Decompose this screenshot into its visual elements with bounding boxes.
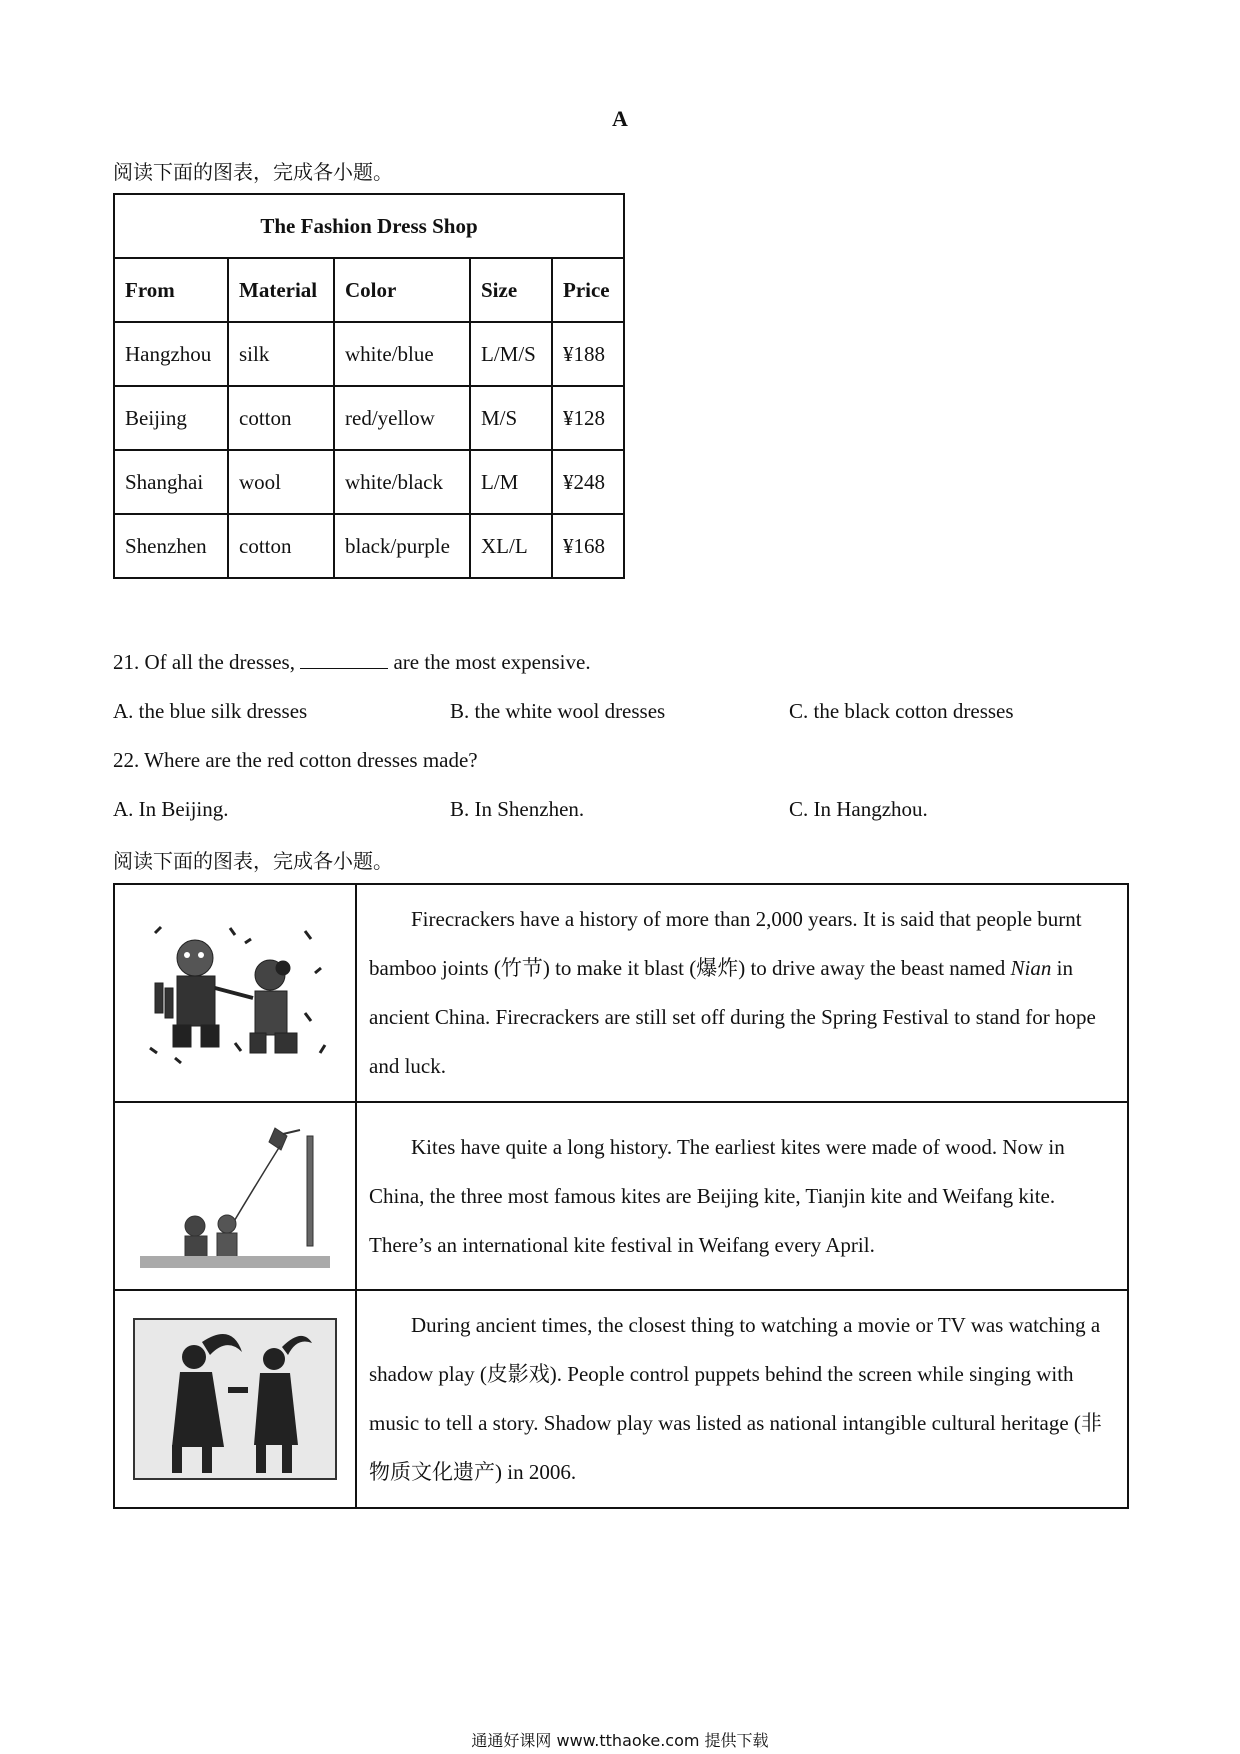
cell-material: wool <box>228 450 334 514</box>
cell-price: ¥248 <box>552 450 624 514</box>
cell-color: white/blue <box>334 322 470 386</box>
answer-blank[interactable] <box>300 650 388 669</box>
instruction-text: 阅读下面的图表，完成各小题。 <box>113 160 393 184</box>
cell-material: silk <box>228 322 334 386</box>
card-text-kites: Kites have quite a long history. The earliest kites were made of wood. Now in China, the three most famous kites are Beijing kite, Tianjin kite and Weifang kite. There’s an international kite festival in Weifang every April. <box>356 1102 1128 1290</box>
card-row-kites <box>114 1102 1128 1290</box>
section-heading: A <box>612 106 628 131</box>
cell-size: XL/L <box>470 514 552 578</box>
question-stem: 21. Of all the dresses, <box>113 650 301 674</box>
option-c[interactable]: C. the black cotton dresses <box>789 699 1014 723</box>
dress-shop-table <box>113 193 625 579</box>
culture-cards-table <box>113 883 1129 1509</box>
header-price: Price <box>552 258 624 322</box>
kite-icon <box>135 1116 335 1276</box>
cell-price: ¥188 <box>552 322 624 386</box>
cell-size: L/M <box>470 450 552 514</box>
shadow-puppet-illustration <box>114 1290 356 1508</box>
table-row <box>114 450 624 514</box>
instruction-text-2: 阅读下面的图表，完成各小题。 <box>113 849 393 873</box>
cell-color: black/purple <box>334 514 470 578</box>
cell-color: white/black <box>334 450 470 514</box>
cell-price: ¥128 <box>552 386 624 450</box>
option-a[interactable]: A. the blue silk dresses <box>113 699 308 723</box>
shadow-puppet-icon <box>132 1317 338 1481</box>
cell-color: red/yellow <box>334 386 470 450</box>
cell-material: cotton <box>228 386 334 450</box>
question-22: 22. Where are the red cotton dresses made? <box>113 748 478 772</box>
table-caption: The Fashion Dress Shop <box>114 194 624 258</box>
cell-size: M/S <box>470 386 552 450</box>
table-row <box>114 386 624 450</box>
cell-from: Shanghai <box>114 450 228 514</box>
italic-nian: Nian <box>1010 956 1052 980</box>
cell-size: L/M/S <box>470 322 552 386</box>
table-row <box>114 322 624 386</box>
question-stem-end: are the most expensive. <box>388 650 591 674</box>
cell-material: cotton <box>228 514 334 578</box>
card-row-shadow-play <box>114 1290 1128 1508</box>
cell-from: Hangzhou <box>114 322 228 386</box>
option-a[interactable]: A. In Beijing. <box>113 797 229 821</box>
cell-price: ¥168 <box>552 514 624 578</box>
header-material: Material <box>228 258 334 322</box>
option-b[interactable]: B. In Shenzhen. <box>450 797 585 821</box>
option-b[interactable]: B. the white wool dresses <box>450 699 666 723</box>
firecracker-icon <box>135 913 335 1073</box>
option-c[interactable]: C. In Hangzhou. <box>789 797 928 821</box>
table-row <box>114 514 624 578</box>
kite-flying-illustration <box>114 1102 356 1290</box>
cell-from: Beijing <box>114 386 228 450</box>
cell-from: Shenzhen <box>114 514 228 578</box>
header-from: From <box>114 258 228 322</box>
card-row-firecrackers <box>114 884 1128 1102</box>
card-text-shadow-play: During ancient times, the closest thing to watching a movie or TV was watching a shadow play (皮影戏). People control puppets behind the screen while singing with music to tell a story. Shadow play was listed as national intangible cultural heritage (非物质文化遗产) in 2006. <box>356 1290 1128 1508</box>
header-size: Size <box>470 258 552 322</box>
card-text-firecrackers: Firecrackers have a history of more than 2,000 years. It is said that people burnt bamboo joints (竹节) to make it blast (爆炸) to drive away the beast named Nian in ancient China. Firecrackers are still set off during the Spring Festival to stand for hope and luck. <box>356 884 1128 1102</box>
page-footer: 通通好课网 www.tthaoke.com 提供下载 <box>471 1731 769 1750</box>
header-color: Color <box>334 258 470 322</box>
firecracker-children-illustration <box>114 884 356 1102</box>
question-21 <box>113 650 591 675</box>
